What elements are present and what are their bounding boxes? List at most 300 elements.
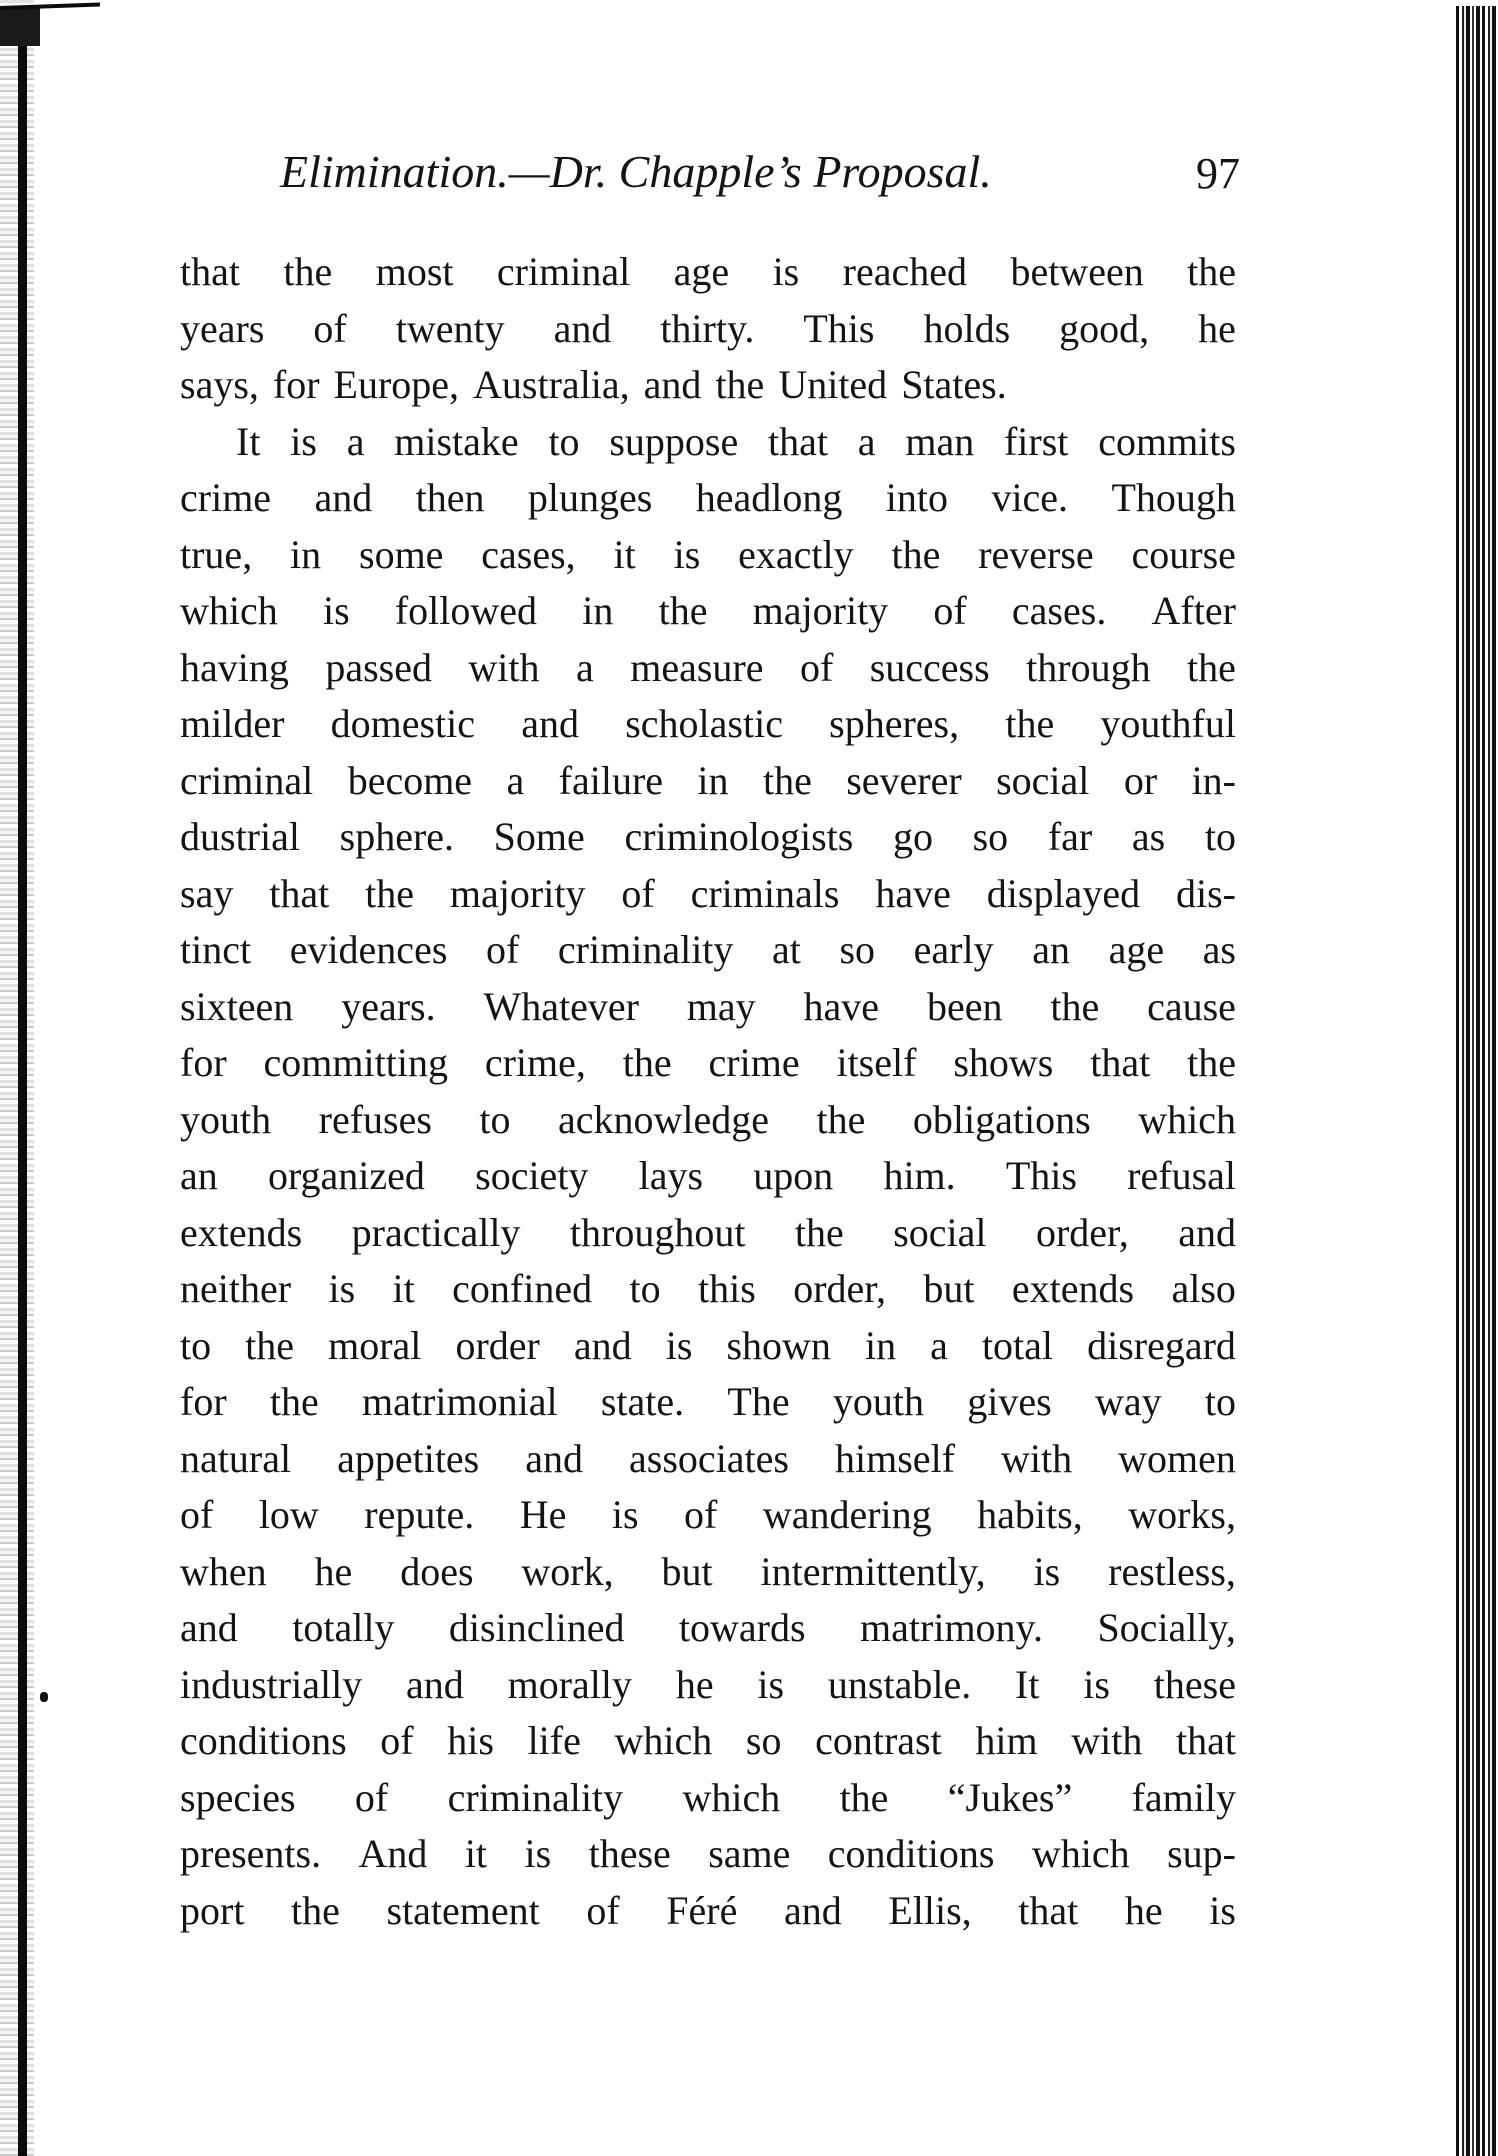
text-line — [180, 1600, 1236, 1657]
scan-left-binding-shadow — [0, 0, 34, 2156]
word: scholastic — [625, 701, 783, 746]
word: sixteen — [180, 983, 294, 1029]
word: the — [891, 531, 941, 577]
word: disinclined — [448, 1605, 625, 1650]
word: as — [1131, 814, 1166, 859]
word: the — [715, 362, 765, 407]
text-line — [180, 1318, 1236, 1375]
word: plunges — [527, 475, 653, 520]
word: of — [621, 870, 655, 916]
word: port — [180, 1887, 245, 1933]
word: itself — [836, 1040, 917, 1085]
word: far — [1047, 814, 1093, 859]
word: the — [1187, 249, 1236, 294]
text-line — [180, 979, 1236, 1036]
word: when — [180, 1548, 267, 1594]
word: confined — [452, 1266, 593, 1311]
word: conditions — [827, 1831, 995, 1876]
word: failure — [558, 757, 664, 803]
text-line — [180, 1035, 1236, 1092]
word: Europe, — [333, 362, 460, 407]
word: dis- — [1175, 870, 1236, 916]
word: order — [455, 1322, 540, 1368]
word: the — [365, 870, 414, 916]
word: it — [613, 531, 636, 577]
word: in — [582, 588, 614, 633]
text-line — [180, 1431, 1236, 1488]
word: sphere. — [339, 814, 455, 859]
word: presents. — [180, 1831, 322, 1876]
word: is — [328, 1266, 356, 1311]
word: repute. — [364, 1492, 475, 1537]
word: committing — [263, 1040, 448, 1085]
word: tinct — [180, 927, 252, 972]
word: holds — [923, 305, 1011, 351]
paragraph — [180, 244, 1236, 414]
word: extends — [1011, 1266, 1135, 1311]
word: have — [875, 870, 951, 916]
word: wandering — [762, 1492, 932, 1537]
word: natural — [180, 1435, 292, 1481]
word: a — [930, 1322, 948, 1368]
word: so — [745, 1718, 782, 1763]
word: between — [1010, 249, 1144, 294]
word: in — [697, 757, 729, 803]
word: matrimony. — [860, 1605, 1043, 1650]
word: cause — [1147, 983, 1236, 1029]
word: these — [588, 1831, 671, 1876]
word: state. — [600, 1379, 685, 1424]
word: may — [686, 983, 756, 1029]
word: throughout — [569, 1209, 746, 1255]
word: of — [313, 305, 347, 351]
word: at — [772, 927, 801, 972]
word: is — [322, 588, 350, 633]
word: appetites — [337, 1435, 480, 1481]
word: Australia, — [473, 362, 630, 407]
word: is — [290, 418, 317, 464]
word: man — [905, 418, 975, 464]
word: years — [180, 305, 265, 351]
word: intermittently, — [760, 1548, 986, 1594]
text-line — [180, 640, 1236, 697]
word: of — [180, 1492, 214, 1537]
word: same — [708, 1831, 791, 1876]
word: himself — [835, 1435, 955, 1481]
word: a — [857, 418, 876, 464]
word: is — [772, 249, 800, 294]
word: shows — [953, 1040, 1054, 1085]
word: which — [180, 588, 278, 633]
word: age — [1108, 927, 1165, 972]
word: to — [479, 1096, 511, 1142]
text-line — [180, 357, 1236, 414]
word: having — [180, 644, 289, 690]
word: his — [447, 1718, 494, 1763]
word: of — [380, 1718, 414, 1763]
word: is — [524, 1831, 552, 1876]
word: the — [762, 757, 812, 803]
margin-ink-mark — [40, 1692, 48, 1702]
word: the — [1187, 644, 1236, 690]
word: headlong — [695, 475, 843, 520]
word: that — [1090, 1040, 1151, 1085]
word: commits — [1098, 418, 1236, 464]
word: true, — [180, 531, 253, 577]
word: to — [548, 418, 580, 464]
text-line — [180, 1713, 1236, 1770]
word: a — [576, 644, 594, 690]
word: of — [354, 1774, 389, 1820]
word: morally — [507, 1661, 633, 1707]
word: order, — [1035, 1209, 1129, 1255]
word: success — [869, 644, 990, 690]
word: criminal — [180, 757, 314, 803]
word: matrimonial — [362, 1379, 558, 1424]
word: disregard — [1087, 1322, 1236, 1368]
word: early — [913, 927, 994, 972]
text-line — [180, 414, 1236, 471]
word: an — [180, 1153, 218, 1198]
word: industrially — [180, 1661, 363, 1707]
word: Féré — [666, 1887, 738, 1933]
word: the — [658, 588, 708, 633]
text-line — [180, 1657, 1236, 1714]
word: him. — [883, 1153, 956, 1198]
word: age — [673, 249, 730, 294]
word: or — [1123, 757, 1158, 803]
word: contrast — [815, 1718, 942, 1763]
word: for — [180, 1379, 227, 1424]
word: that — [180, 249, 240, 294]
word: also — [1171, 1266, 1236, 1311]
text-line — [180, 1487, 1236, 1544]
word: reverse — [978, 531, 1094, 577]
word: low — [258, 1492, 319, 1537]
word: and — [643, 362, 702, 407]
word: and — [783, 1887, 842, 1933]
word: and — [314, 475, 373, 520]
word: become — [347, 757, 473, 803]
word: criminals — [690, 870, 840, 916]
word: work, — [521, 1548, 614, 1594]
word: majority — [752, 588, 889, 633]
word: followed — [394, 588, 538, 633]
word: the — [291, 1887, 340, 1933]
word: vice. — [991, 475, 1069, 520]
word: society — [475, 1153, 589, 1198]
word: And — [358, 1831, 428, 1876]
word: that — [269, 870, 330, 916]
word: is — [673, 531, 701, 577]
word: cases, — [481, 531, 576, 577]
word: acknowledge — [558, 1096, 770, 1142]
word: restless, — [1108, 1548, 1236, 1594]
word: mistake — [394, 418, 519, 464]
word: and — [1178, 1209, 1236, 1255]
text-line — [180, 866, 1236, 923]
word: Though — [1111, 475, 1236, 520]
word: a — [506, 757, 525, 803]
word: refusal — [1127, 1153, 1236, 1198]
word: these — [1153, 1661, 1236, 1707]
word: a — [346, 418, 365, 464]
word: the — [245, 1322, 295, 1368]
paragraph — [180, 414, 1236, 1940]
text-line — [180, 696, 1236, 753]
word: is — [665, 1322, 693, 1368]
word: towards — [678, 1605, 806, 1650]
word: family — [1131, 1774, 1236, 1820]
word: he — [1124, 1887, 1163, 1933]
word: spheres, — [829, 701, 960, 746]
word: associates — [629, 1435, 789, 1481]
word: with — [1001, 1435, 1073, 1481]
word: obligations — [912, 1096, 1091, 1142]
running-head — [280, 142, 1240, 202]
word: in- — [1191, 757, 1236, 803]
word: exactly — [738, 531, 854, 577]
word: go — [892, 814, 933, 859]
word: to — [180, 1322, 212, 1368]
word: that — [1175, 1718, 1236, 1763]
word: good, — [1059, 305, 1150, 351]
word: reached — [842, 249, 968, 294]
word: is — [1083, 1661, 1110, 1707]
word: course — [1131, 531, 1236, 577]
body-text — [180, 244, 1236, 1939]
word: unstable. — [827, 1661, 972, 1707]
word: for — [272, 362, 320, 407]
word: to — [1204, 814, 1236, 859]
word: of — [586, 1887, 620, 1933]
word: severer — [846, 757, 962, 803]
word: women — [1118, 1435, 1236, 1481]
text-line — [180, 922, 1236, 979]
word: After — [1151, 588, 1236, 633]
word: of — [799, 644, 834, 690]
word: neither — [180, 1266, 292, 1311]
word: the — [283, 249, 333, 294]
word: criminality — [557, 927, 734, 972]
text-line — [180, 1092, 1236, 1149]
word: evidences — [289, 927, 448, 972]
word: extends — [180, 1209, 303, 1255]
word: and — [406, 1661, 464, 1707]
scan-left-edge-rule — [18, 8, 27, 2156]
word: is — [1033, 1548, 1061, 1594]
word: It — [236, 418, 261, 464]
word: practically — [351, 1209, 521, 1255]
word: but — [923, 1266, 975, 1311]
word: crime — [180, 475, 272, 520]
word: that — [1018, 1887, 1079, 1933]
word: to — [1204, 1379, 1236, 1424]
word: life — [527, 1718, 581, 1763]
word: first — [1003, 418, 1069, 464]
word: for — [180, 1040, 227, 1085]
word: and — [525, 1435, 584, 1481]
word: the — [1187, 1040, 1236, 1085]
word: it — [464, 1831, 488, 1876]
word: criminologists — [624, 814, 854, 859]
word: so — [839, 927, 876, 972]
word: United — [778, 362, 888, 407]
word: upon — [753, 1153, 834, 1198]
running-head-title: Elimination.—Dr. Chapple’s Proposal. — [280, 146, 992, 197]
word: sup- — [1167, 1831, 1236, 1876]
word: the — [794, 1209, 844, 1255]
word: He — [519, 1492, 567, 1537]
word: This — [803, 305, 875, 351]
word: crime, — [484, 1040, 586, 1085]
word: youth — [832, 1379, 924, 1424]
word: does — [400, 1548, 474, 1594]
word: which — [1031, 1831, 1130, 1876]
word: the — [839, 1774, 889, 1820]
word: the — [269, 1379, 319, 1424]
word: dustrial — [180, 814, 300, 859]
text-line — [180, 1205, 1236, 1262]
word: been — [926, 983, 1003, 1029]
word: Some — [493, 814, 585, 859]
word: passed — [325, 644, 432, 690]
word: but — [661, 1548, 713, 1594]
word: he — [1198, 305, 1236, 351]
word: This — [1005, 1153, 1077, 1198]
word: totally — [292, 1605, 395, 1650]
text-line — [180, 1883, 1236, 1940]
word: cases. — [1011, 588, 1107, 633]
word: says, — [180, 362, 259, 407]
word: he — [314, 1548, 353, 1594]
word: The — [727, 1379, 790, 1424]
word: criminal — [496, 249, 631, 294]
word: species — [180, 1774, 296, 1820]
word: have — [803, 983, 880, 1029]
word: which — [1138, 1096, 1236, 1142]
word: most — [375, 249, 454, 294]
word: it — [392, 1266, 415, 1311]
word: the — [1050, 983, 1100, 1029]
text-line — [180, 809, 1236, 866]
word: years. — [341, 983, 436, 1029]
word: statement — [386, 1887, 540, 1933]
word: moral — [328, 1322, 422, 1368]
word: It — [1015, 1661, 1040, 1707]
text-line — [180, 244, 1236, 301]
word: this — [698, 1266, 756, 1311]
word: and — [180, 1605, 238, 1650]
word: shown — [726, 1322, 831, 1368]
word: conditions — [180, 1718, 347, 1763]
text-line — [180, 1826, 1236, 1883]
word: say — [180, 870, 234, 916]
word: with — [1071, 1718, 1143, 1763]
word: the — [622, 1040, 672, 1085]
word: so — [972, 814, 1009, 859]
word: States. — [901, 362, 1007, 407]
word: organized — [267, 1153, 425, 1198]
word: the — [816, 1096, 866, 1142]
word: crime — [708, 1040, 800, 1085]
word: measure — [630, 644, 764, 690]
word: majority — [449, 870, 586, 916]
word: some — [359, 531, 444, 577]
scan-top-corner — [0, 6, 40, 46]
word: then — [415, 475, 485, 520]
text-line — [180, 583, 1236, 640]
word: and — [553, 305, 612, 351]
word: displayed — [986, 870, 1141, 916]
word: twenty — [395, 305, 505, 351]
word: which — [614, 1718, 713, 1763]
word: in — [290, 531, 322, 577]
text-line — [180, 470, 1236, 527]
text-line — [180, 301, 1236, 358]
word: of — [933, 588, 967, 633]
word: habits, — [977, 1492, 1083, 1537]
word: he — [675, 1661, 714, 1707]
word: criminality — [447, 1774, 624, 1820]
text-line — [180, 1544, 1236, 1601]
word: and — [521, 701, 580, 746]
word: the — [1005, 701, 1055, 746]
word: as — [1202, 927, 1236, 972]
word: works, — [1128, 1492, 1236, 1537]
word: is — [1209, 1887, 1236, 1933]
text-line — [180, 1770, 1236, 1827]
word: total — [981, 1322, 1054, 1368]
word: suppose — [609, 418, 739, 464]
word: social — [996, 757, 1090, 803]
word: him — [975, 1718, 1038, 1763]
word: and — [573, 1322, 632, 1368]
word: to — [629, 1266, 661, 1311]
word: Whatever — [483, 983, 639, 1029]
word: social — [893, 1209, 987, 1255]
word: in — [864, 1322, 897, 1368]
word: milder — [180, 701, 285, 746]
word: order, — [793, 1266, 886, 1311]
word: “Jukes” — [947, 1774, 1073, 1820]
text-line — [180, 753, 1236, 810]
text-line — [180, 527, 1236, 584]
word: domestic — [330, 701, 476, 746]
word: of — [485, 927, 520, 972]
scan-right-page-edges — [1454, 6, 1498, 2156]
word: which — [682, 1774, 781, 1820]
word: of — [684, 1492, 718, 1537]
word: through — [1026, 644, 1151, 690]
word: Socially, — [1097, 1605, 1236, 1650]
word: with — [468, 644, 540, 690]
word: gives — [967, 1379, 1052, 1424]
text-line — [180, 1148, 1236, 1205]
text-line — [180, 1374, 1236, 1431]
page-number: 97 — [1196, 149, 1240, 198]
word: thirty. — [660, 305, 755, 351]
word: way — [1094, 1379, 1162, 1424]
word: youth — [180, 1096, 272, 1142]
text-line — [180, 1261, 1236, 1318]
word: refuses — [318, 1096, 432, 1142]
word: lays — [638, 1153, 704, 1198]
word: Ellis, — [888, 1887, 972, 1933]
word: into — [885, 475, 949, 520]
word: is — [757, 1661, 785, 1707]
word: that — [768, 418, 828, 464]
